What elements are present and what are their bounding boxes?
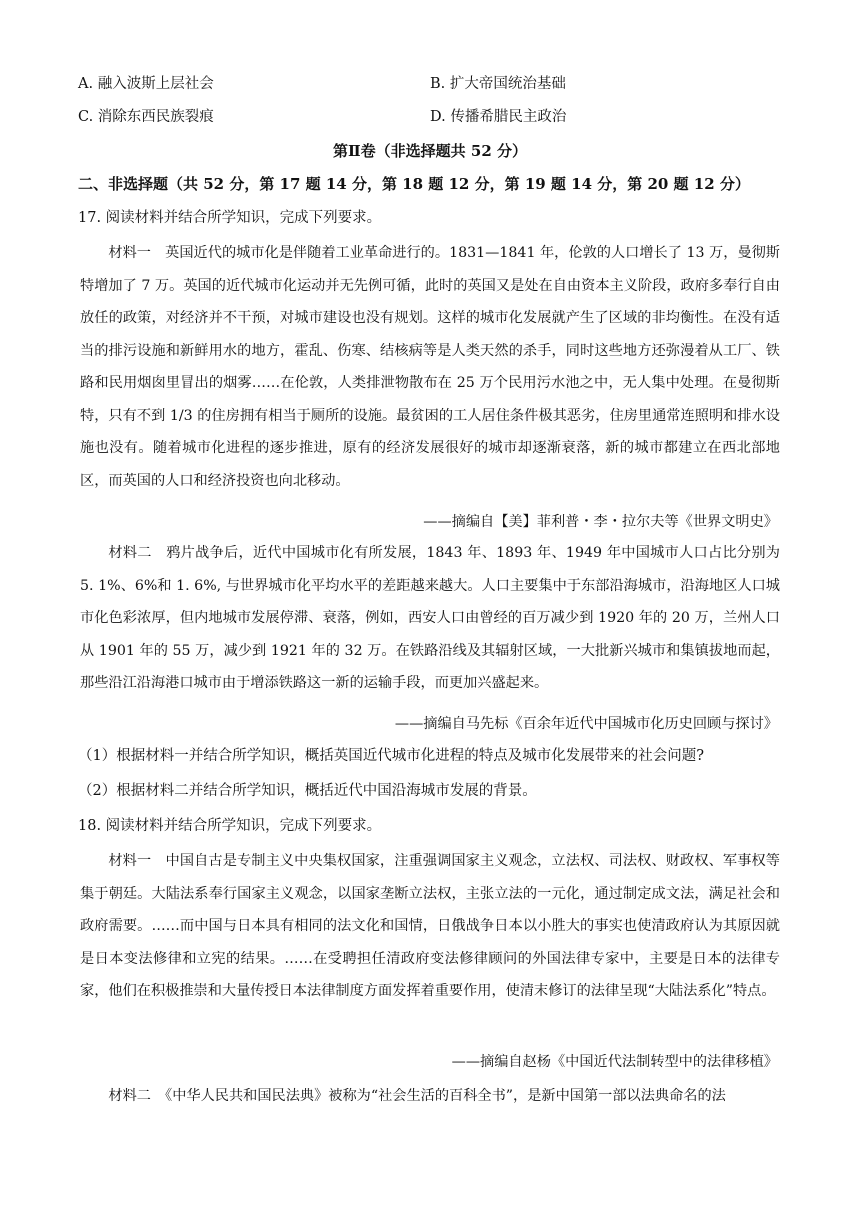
q18-source1: ——摘编自赵杨《中国近代法制转型中的法律移植》 [451,1054,778,1070]
q17-source2: ——摘编自马先标《百余年近代中国城市化历史回顾与探讨》 [394,716,778,732]
q17-source1: ——摘编自【美】菲利普・李・拉尔夫等《世界文明史》 [423,514,778,530]
q18-stem: 18. 阅读材料并结合所学知识，完成下列要求。 [78,818,382,834]
q17-stem: 17. 阅读材料并结合所学知识，完成下列要求。 [78,210,382,226]
section-title: 第Ⅱ卷（非选择题共 52 分） [333,142,527,160]
option-d: D. 传播希腊民主政治 [430,109,567,125]
q17-material2: 材料二 鸦片战争后，近代中国城市化有所发展，1843 年、1893 年、1949 年中国城市人口占比分别为 5. 1%、6%和 1. 6%, 与世界城市化平均水平的差距越来越大。人口主要集中于东部沿海城市，沿海地区人口城市化色彩浓厚，但内地城市发展停滞、衰落，例如，西安人口由曾经的百万减少到 1920 年的 20 万，兰州人口从 1901 年的 55 万，减少到 1921 年的 32 万。在铁路沿线及其辐射区域，一大批新兴城市和集镇拔地而起，那些沿江沿海港口城市由于增添铁路这一新的运输手段，而更加兴盛起来。 [80,545,780,691]
q17-subquestion-1: （1）根据材料一并结合所学知识，概括英国近代城市化进程的特点及城市化发展带来的社会问题? [78,748,704,764]
q17-subquestion-2: （2）根据材料二并结合所学知识，概括近代中国沿海城市发展的背景。 [78,783,537,799]
option-c: C. 消除东西民族裂痕 [78,109,214,125]
q18-material1: 材料一 中国自古是专制主义中央集权国家，注重强调国家主义观念，立法权、司法权、财政权、军事权等集于朝廷。大陆法系奉行国家主义观念，以国家垄断立法权，主张立法的一元化，通过制定成文法，满足社会和政府需要。……而中国与日本具有相同的法文化和国情，日俄战争日本以小胜大的事实也使清政府认为其原因就是日本变法修律和立宪的结果。……在受聘担任清政府变法修律顾问的外国法律专家中，主要是日本的法律专家，他们在积极推崇和大量传授日本法律制度方面发挥着重要作用，使清末修订的法律呈现“大陆法系化”特点。 [80,853,780,999]
part-heading: 二、非选择题（共 52 分，第 17 题 14 分，第 18 题 12 分，第 19 题 14 分，第 20 题 12 分） [78,175,750,193]
q18-material2: 材料二 《中华人民共和国民法典》被称为“社会生活的百科全书”，是新中国第一部以法典命名的法 [108,1088,726,1104]
option-b: B. 扩大帝国统治基础 [430,76,566,92]
option-a: A. 融入波斯上层社会 [78,76,214,92]
q17-material1: 材料一 英国近代的城市化是伴随着工业革命进行的。1831—1841 年，伦敦的人口增长了 13 万，曼彻斯特增加了 7 万。英国的近代城市化运动并无先例可循，此时的英国又是处在自由资本主义阶段，政府多奉行自由放任的政策，对经济并不干预，对城市建设也没有规划。这样的城市化发展就产生了区域的非均衡性。在没有适当的排污设施和新鲜用水的地方，霍乱、伤寒、结核病等是人类天然的杀手，同时这些地方还弥漫着从工厂、铁路和民用烟囱里冒出的烟雾……在伦敦，人类排泄物散布在 25 万个民用污水池之中，无人集中处理。在曼彻斯特，只有不到 1/3 的住房拥有相当于厕所的设施。最贫困的工人居住条件极其恶劣，住房里通常连照明和排水设施也没有。随着城市化进程的逐步推进，原有的经济发展很好的城市却逐渐衰落，新的城市都建立在西北部地区，而英国的人口和经济投资也向北移动。 [80,245,780,489]
